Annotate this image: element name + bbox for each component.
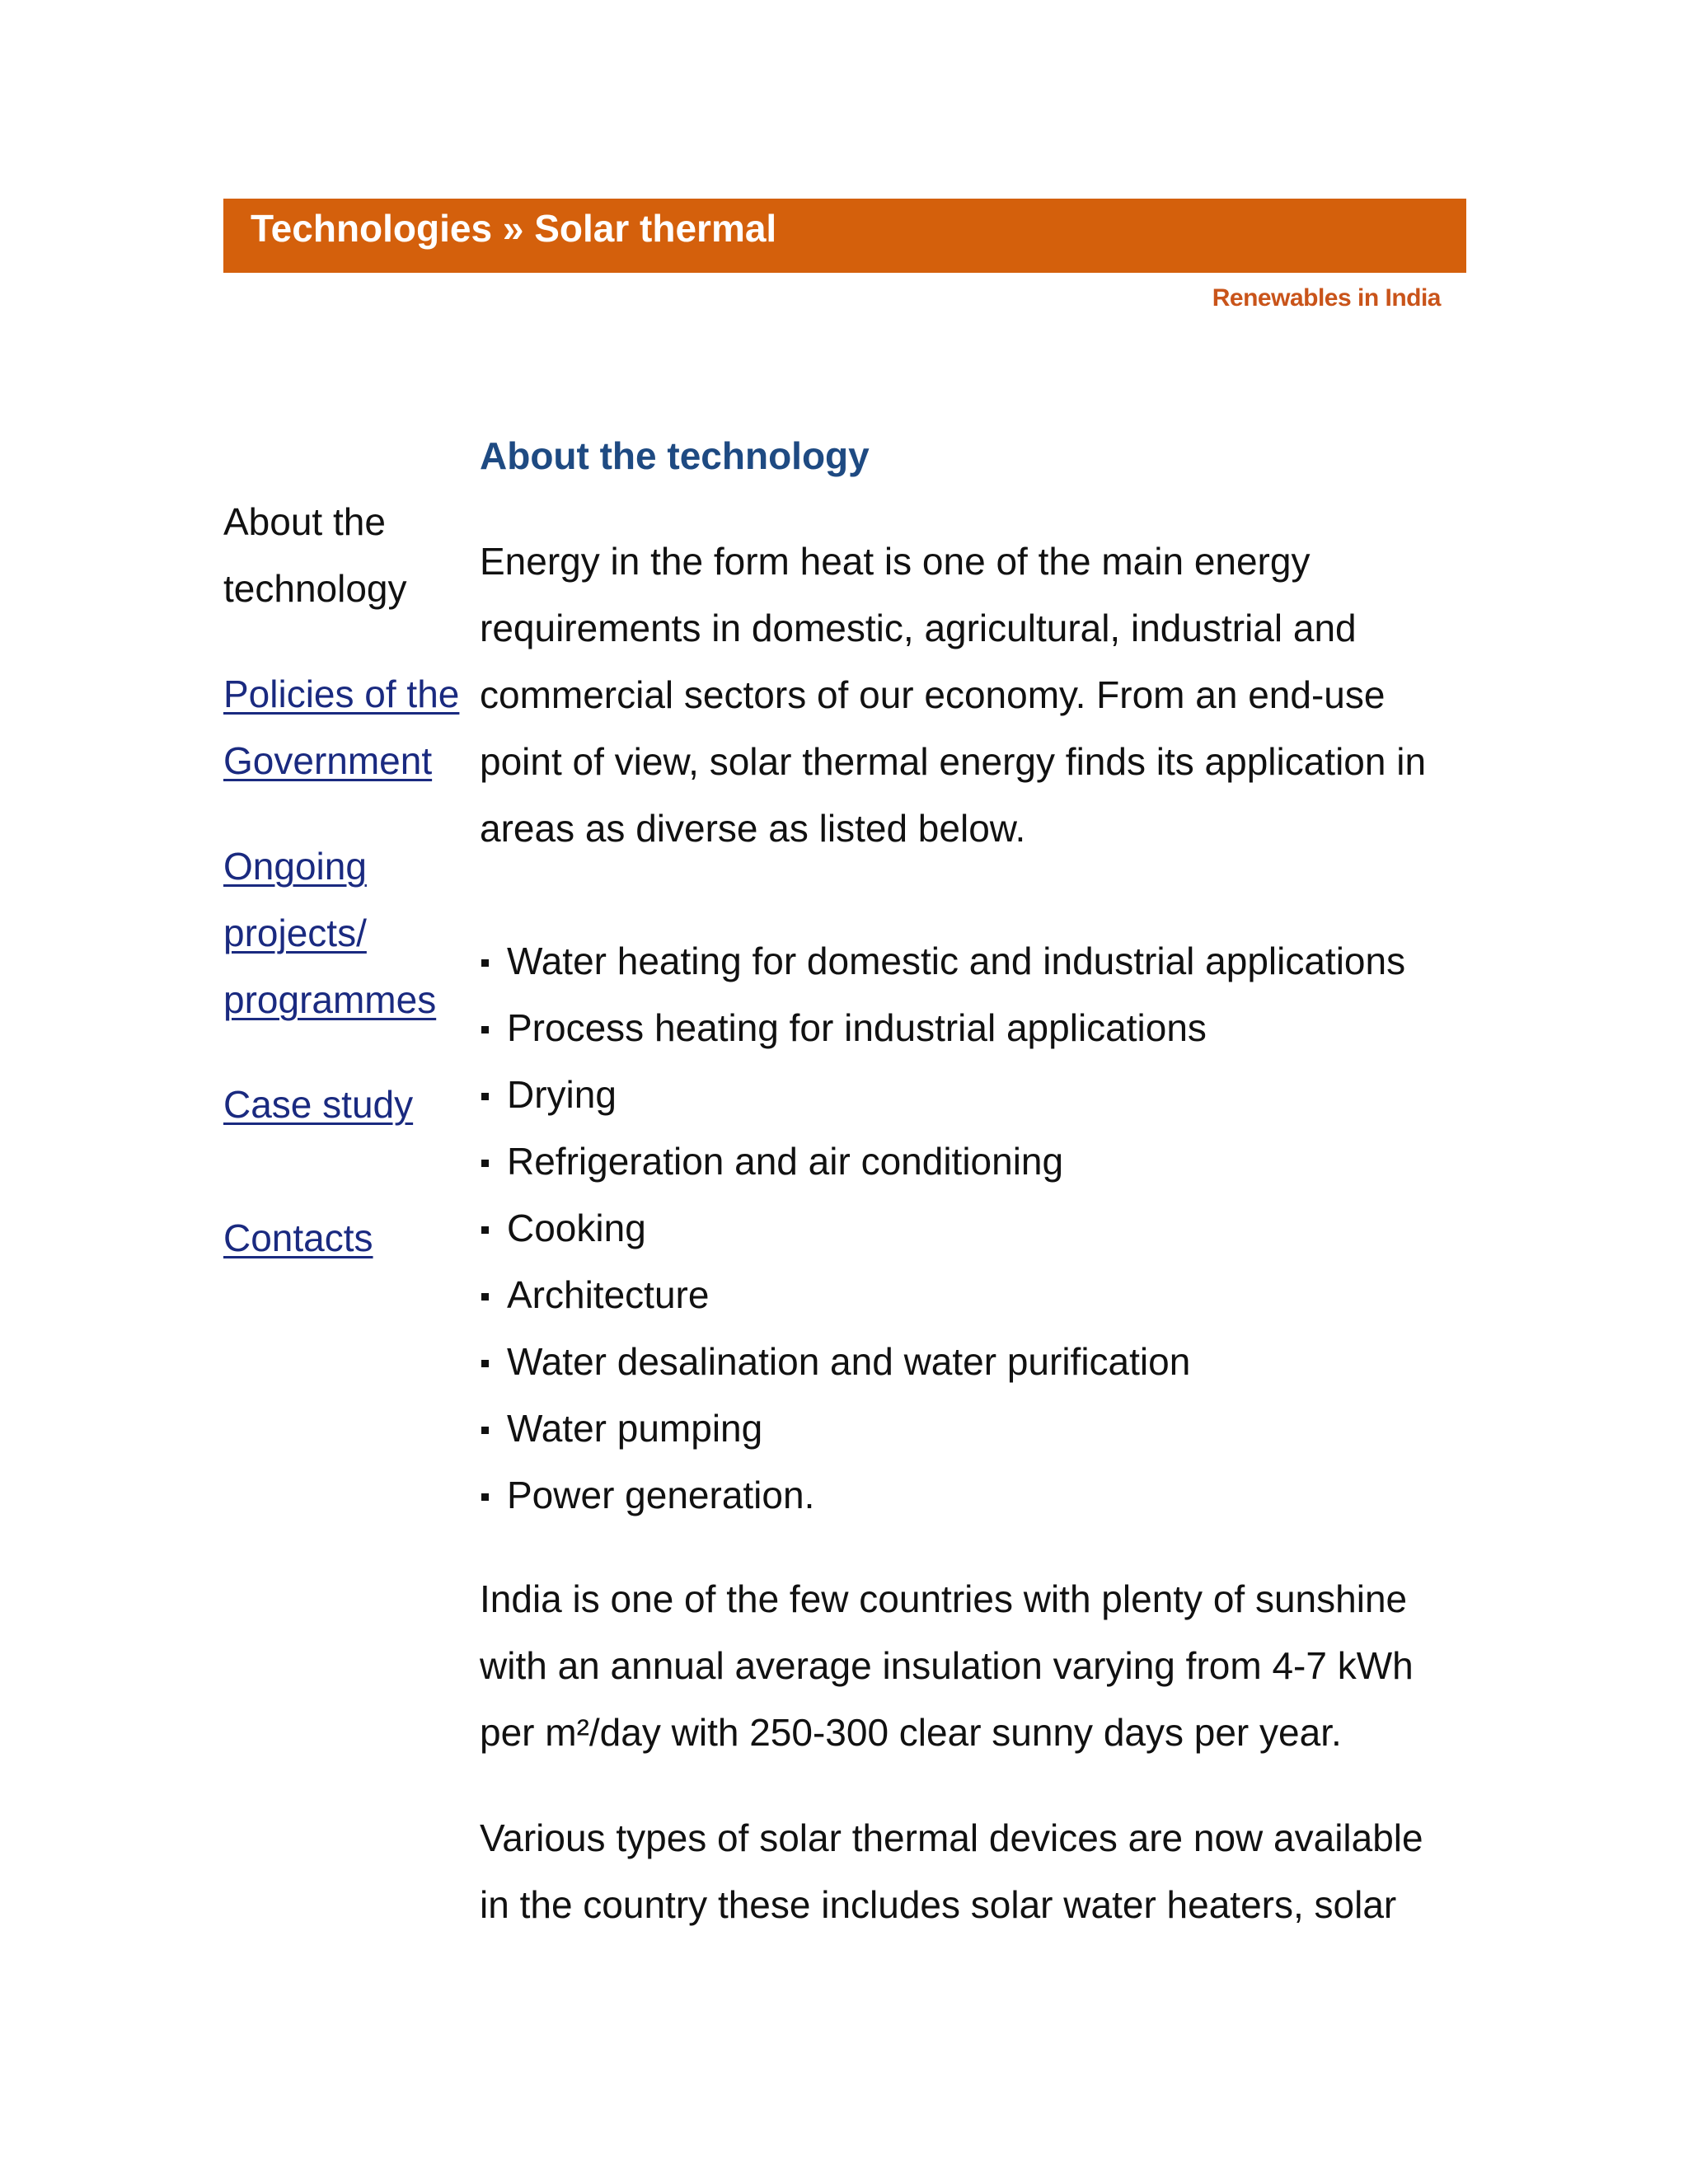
nav-item-about-line-1: About the bbox=[223, 500, 386, 543]
section-heading: About the technology bbox=[480, 434, 870, 477]
nav-item-projects bbox=[223, 833, 436, 1033]
list-item bbox=[480, 1128, 1405, 1195]
list-item-text: Cooking bbox=[507, 1207, 646, 1249]
list-item bbox=[480, 1395, 1405, 1462]
nav-link-contacts[interactable]: Contacts bbox=[223, 1216, 373, 1259]
list-item bbox=[480, 1329, 1405, 1395]
sunshine-paragraph bbox=[480, 1566, 1414, 1766]
nav-link-projects-line-2[interactable]: projects/ bbox=[223, 912, 367, 954]
list-item-text: Water pumping bbox=[507, 1407, 763, 1450]
bullet-icon bbox=[481, 1160, 489, 1167]
devices-paragraph bbox=[480, 1805, 1423, 1938]
nav-link-case-study[interactable]: Case study bbox=[223, 1083, 414, 1126]
list-item-text: Water desalination and water purification bbox=[507, 1340, 1191, 1383]
page-title: Technologies » Solar thermal bbox=[251, 207, 777, 250]
list-item-text: Water heating for domestic and industrial applications bbox=[507, 940, 1406, 982]
list-item bbox=[480, 995, 1405, 1062]
nav-link-policies-line-1[interactable]: Policies of the bbox=[223, 673, 460, 715]
nav-item-about-current bbox=[223, 489, 407, 622]
bullet-icon bbox=[481, 1493, 489, 1501]
list-item bbox=[480, 1462, 1405, 1529]
list-item bbox=[480, 928, 1405, 995]
bullet-icon bbox=[481, 1427, 489, 1434]
bullet-icon bbox=[481, 1026, 489, 1033]
sunshine-line: with an annual average insulation varying from 4-7 kWh bbox=[480, 1644, 1414, 1687]
intro-line: point of view, solar thermal energy finds its application in bbox=[480, 740, 1427, 783]
list-item-text: Refrigeration and air conditioning bbox=[507, 1140, 1064, 1183]
applications-list bbox=[480, 928, 1405, 1529]
devices-line: in the country these includes solar water heaters, solar bbox=[480, 1883, 1397, 1926]
list-item-text: Power generation. bbox=[507, 1474, 815, 1516]
list-item bbox=[480, 1262, 1405, 1329]
intro-line: requirements in domestic, agricultural, industrial and bbox=[480, 607, 1357, 649]
title-bar bbox=[223, 199, 1466, 273]
intro-line: areas as diverse as listed below. bbox=[480, 807, 1026, 850]
bullet-icon bbox=[481, 959, 489, 967]
list-item bbox=[480, 1062, 1405, 1128]
devices-line: Various types of solar thermal devices are now available bbox=[480, 1816, 1423, 1859]
nav-item-contacts bbox=[223, 1205, 373, 1272]
list-item-text: Drying bbox=[507, 1073, 617, 1116]
list-item bbox=[480, 1195, 1405, 1262]
sunshine-line: per m²/day with 250-300 clear sunny days per year. bbox=[480, 1711, 1342, 1754]
intro-paragraph bbox=[480, 528, 1426, 862]
sunshine-line: India is one of the few countries with plenty of sunshine bbox=[480, 1577, 1408, 1620]
bullet-icon bbox=[481, 1360, 489, 1367]
nav-item-case-study bbox=[223, 1071, 413, 1138]
bullet-icon bbox=[481, 1093, 489, 1100]
bullet-icon bbox=[481, 1226, 489, 1234]
bullet-icon bbox=[481, 1293, 489, 1301]
nav-item-policies bbox=[223, 661, 459, 794]
list-item-text: Process heating for industrial applications bbox=[507, 1006, 1207, 1049]
intro-line: commercial sectors of our economy. From an end-use bbox=[480, 673, 1386, 716]
intro-line: Energy in the form heat is one of the main energy bbox=[480, 540, 1311, 583]
nav-item-about-line-2: technology bbox=[223, 567, 407, 610]
nav-link-policies-line-2[interactable]: Government bbox=[223, 739, 433, 782]
nav-link-projects-line-1[interactable]: Ongoing bbox=[223, 845, 367, 888]
site-label: Renewables in India bbox=[1212, 284, 1441, 312]
list-item-text: Architecture bbox=[507, 1273, 710, 1316]
nav-link-projects-line-3[interactable]: programmes bbox=[223, 978, 437, 1021]
